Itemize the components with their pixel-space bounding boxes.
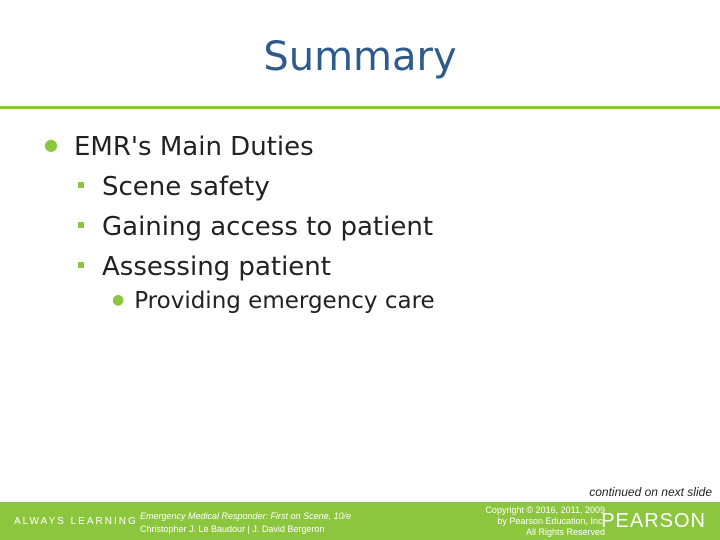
- continued-note: continued on next slide: [589, 485, 712, 499]
- bullet-dot-icon: ●: [112, 292, 125, 308]
- bullet-level2-text: Gaining access to patient: [102, 212, 434, 242]
- footer-copyright: [440, 505, 605, 538]
- copyright-line: All Rights Reserved: [525, 527, 605, 537]
- bullet-level2-text: Scene safety: [102, 172, 270, 202]
- bullet-level2-item: [78, 252, 331, 282]
- footer-bar: [0, 502, 720, 540]
- bullet-level2-item: [78, 172, 270, 202]
- bullet-level1: [44, 132, 314, 162]
- footer-book-info: [140, 510, 351, 536]
- footer-book-title: Emergency Medical Responder: First on Scene, 10/e: [140, 511, 352, 521]
- bullet-level2-text: Assessing patient: [102, 252, 331, 282]
- bullet-level1-text: EMR's Main Duties: [73, 132, 314, 162]
- footer-tagline: ALWAYS LEARNING: [14, 516, 138, 527]
- bullet-square-icon: [78, 262, 84, 268]
- bullet-level3-text: Providing emergency care: [134, 288, 435, 314]
- bullet-dot-icon: ●: [44, 135, 58, 154]
- copyright-line: Copyright © 2016, 2011, 2009: [485, 505, 605, 515]
- bullet-square-icon: [78, 222, 84, 228]
- bullet-square-icon: [78, 182, 84, 188]
- bullet-level2-item: [78, 212, 433, 242]
- copyright-line: by Pearson Education, Inc.: [497, 516, 605, 526]
- slide-title: Summary: [263, 34, 457, 80]
- footer-authors: Christopher J. Le Baudour | J. David Bergeron: [140, 524, 325, 534]
- pearson-logo: PEARSON: [601, 510, 706, 532]
- bullet-level3: [112, 288, 435, 314]
